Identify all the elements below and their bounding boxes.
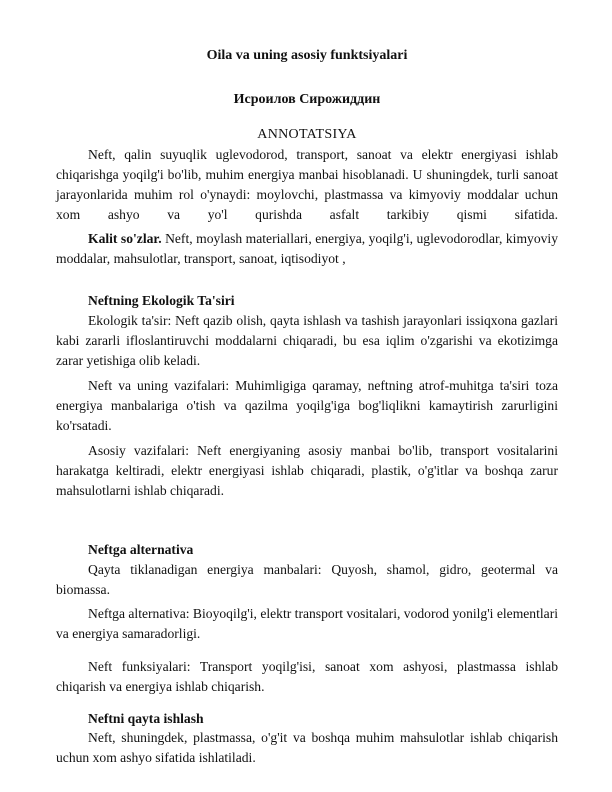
keywords-text: Neft, moylash materiallari, energiya, yoqilg'i, uglevodorodlar, kimyoviy moddalar, mahsulotlar, transport, sanoat, iqtisodiyot , bbox=[56, 231, 558, 266]
section-paragraph: Asosiy vazifalari: Neft energiyaning asosiy manbai bo'lib, transport vositalarini harakatga keltiradi, elektr energiyasi ishlab chiqaradi, plastik, o'g'itlar va boshqa zarur mahsulotlarni ishlab chiqaradi. bbox=[56, 443, 558, 498]
keywords-label: Kalit so'zlar. bbox=[88, 231, 162, 246]
annotation-text: Neft, qalin suyuqlik uglevodorod, transport, sanoat va elektr energiyasi ishlab chiqarishga yoqilg'i bo'lib, muhim energiya manbai hisoblanadi. U shuningdek, turli sanoat jarayonlarida muhim rol o'ynaydi: moylovchi, plastmassa va kimyoviy moddalar uchun xom ashyo va yo'l qurishda asfalt tarkibiy qismi sifatida. bbox=[56, 147, 558, 222]
section-paragraph: Neftga alternativa: Bioyoqilg'i, elektr transport vositalari, vodorod yonilg'i elementlari va energiya samaradorligi. bbox=[56, 606, 558, 641]
section-paragraph: Neft funksiyalari: Transport yoqilg'isi, sanoat xom ashyosi, plastmassa ishlab chiqarish va energiya ishlab chiqarish. bbox=[56, 659, 558, 694]
section-paragraph: Ekologik ta'sir: Neft qazib olish, qayta ishlash va tashish jarayonlari issiqxona gazlari kabi zararli ifloslantiruvchi moddalarni chiqaradi, bu esa iqlim o'zgarishi va ekotizimga zarar yetishiga olib keladi. bbox=[56, 313, 558, 368]
section-heading-alternative: Neftga alternativa bbox=[88, 542, 194, 557]
section-heading-refining: Neftni qayta ishlash bbox=[88, 711, 204, 726]
section-paragraph: Neft va uning vazifalari: Muhimligiga qaramay, neftning atrof-muhitga ta'siri toza energiya manbalariga o'tish va qazilma yoqilg'iga bog'liqlikni kamaytirish zarurligini ko'rsatadi. bbox=[56, 378, 558, 433]
section-paragraph: Neft, shuningdek, plastmassa, o'g'it va boshqa muhim mahsulotlar ishlab chiqarish uchun xom ashyo sifatida ishlatiladi. bbox=[56, 730, 558, 765]
document-title: Oila va uning asosiy funktsiyalari bbox=[206, 48, 408, 63]
annotation-heading: ANNOTATSIYA bbox=[257, 127, 357, 142]
section-heading-ecology: Neftning Ekologik Ta'siri bbox=[88, 293, 235, 308]
keywords-paragraph bbox=[56, 229, 558, 269]
author-name: Исроилов Сирожиддин bbox=[233, 92, 381, 107]
section-paragraph: Qayta tiklanadigan energiya manbalari: Quyosh, shamol, gidro, geotermal va biomassa. bbox=[56, 562, 558, 597]
